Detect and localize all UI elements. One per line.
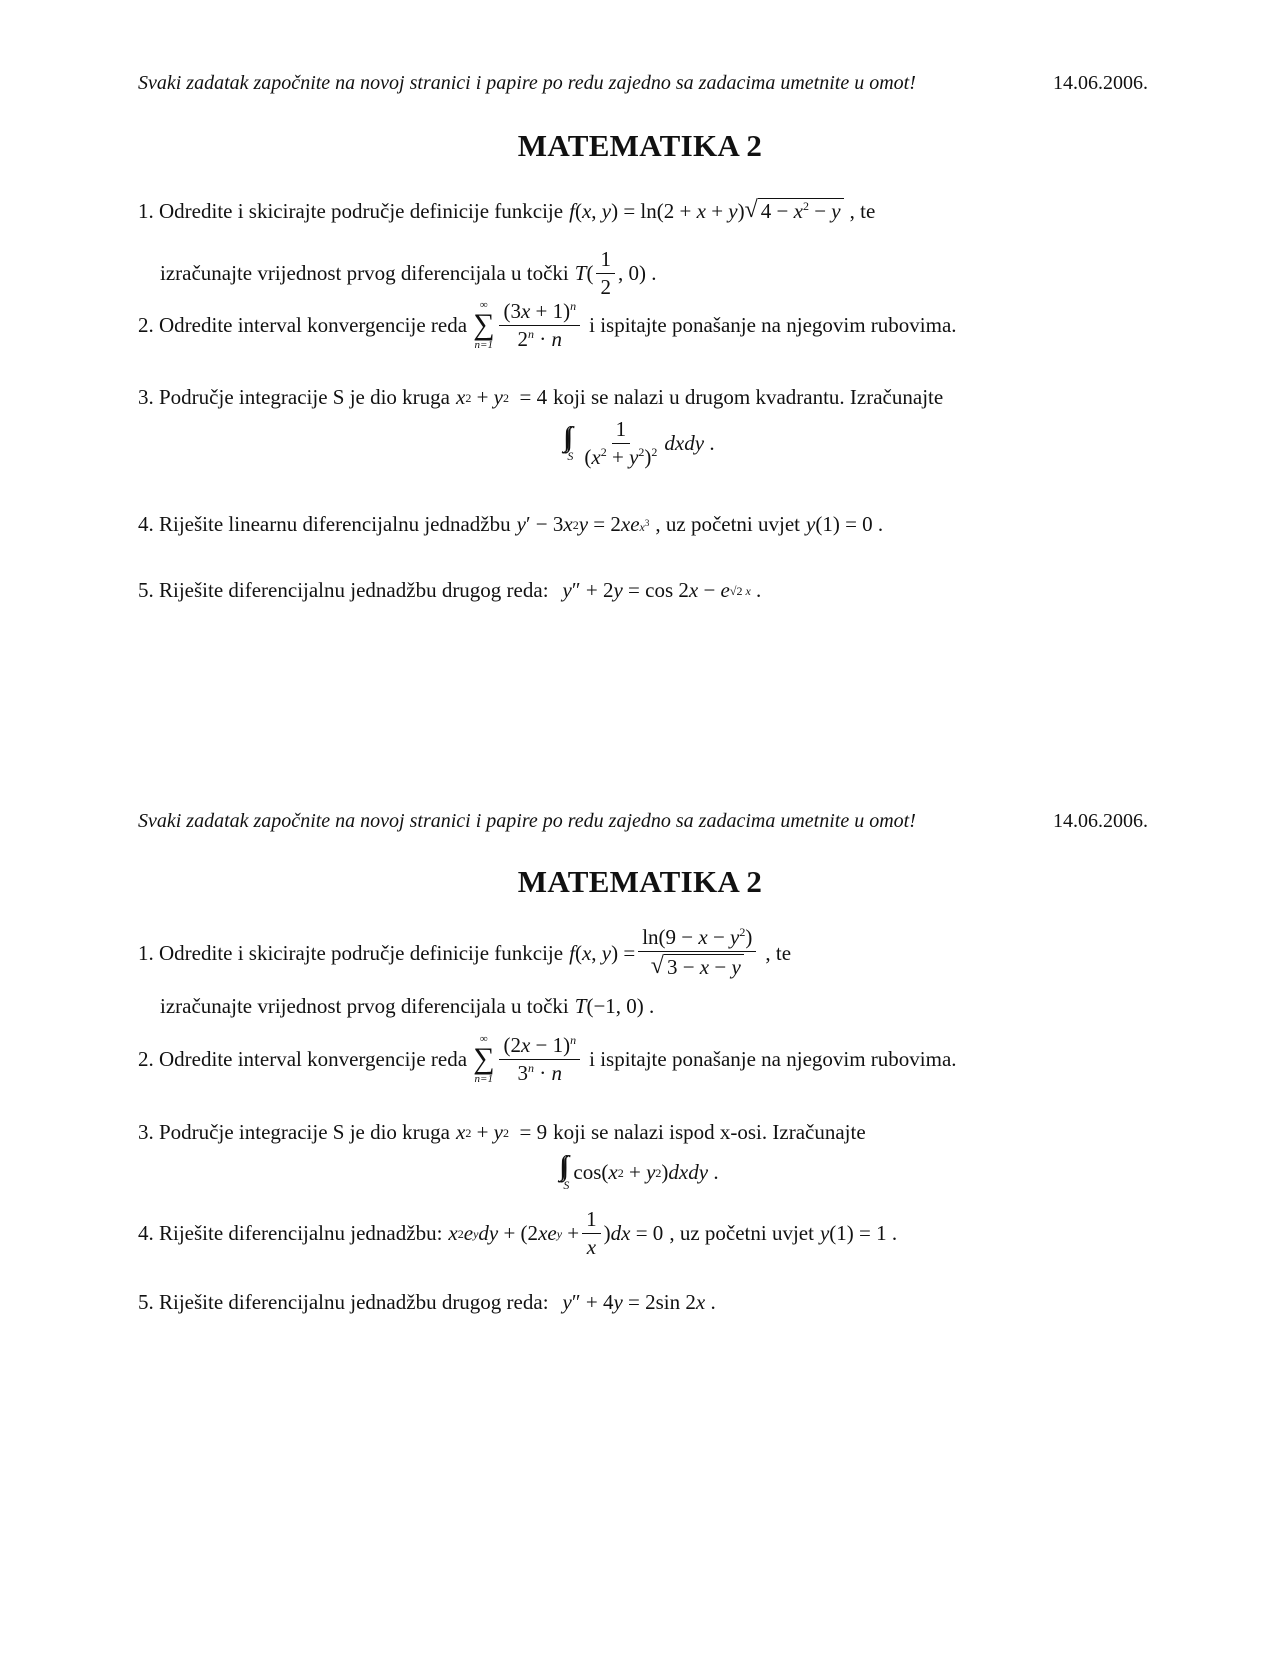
task-1: [138, 198, 875, 224]
task-4-text: 4. Riješite diferencijalnu jednadžbu:: [138, 1221, 443, 1246]
task-4-text-2: , uz početni uvjet: [669, 1221, 814, 1246]
task-4-initial: y (1) = 0 .: [806, 512, 884, 536]
task-2-text: 2. Odredite interval konvergencije reda: [138, 313, 468, 338]
task-1-text: 1. Odredite i skicirajte područje definicije funkcije: [138, 198, 564, 223]
task-3-text-2: koji se nalazi u drugom kvadrantu. Izračunajte: [553, 385, 944, 409]
task-2-text-2: i ispitajte ponašanje na njegovim rubovima.: [589, 313, 957, 338]
task-5-text: 5. Riješite diferencijalnu jednadžbu drugog reda:: [138, 1290, 549, 1314]
exam-sheet-2: [0, 776, 1280, 1556]
task-5: [138, 1290, 722, 1315]
task-3-circle: x 2 + y 2 = 4: [456, 385, 548, 409]
task-3: [138, 1120, 866, 1145]
task-2-text: 2. Odredite interval konvergencije reda: [138, 1047, 468, 1072]
exam-date: 14.06.2006.: [1053, 72, 1148, 94]
task-3-text: 3. Područje integracije S je dio kruga: [138, 385, 450, 409]
exam-date: 14.06.2006.: [1053, 810, 1148, 832]
task-5: [138, 578, 767, 603]
task-4: [138, 512, 889, 537]
task-2: [138, 300, 957, 351]
task-2-series: ∞ ∑ n=1 $\frac{(2x - 1)^n}{3^n \cdot n}$: [473, 1034, 583, 1085]
task-4-text: 4. Riješite linearnu diferencijalnu jednadžbu: [138, 512, 511, 536]
task-4-equation: x 2 e y dy + (2 xe y + $\frac{1}{x}$ ) dx = 0: [448, 1207, 664, 1260]
page-title: MATEMATIKA 2: [517, 864, 763, 899]
task-1: [138, 926, 791, 980]
task-5-equation: y ″ + 4 y = 2sin 2 x .: [562, 1290, 716, 1314]
task-1-formula: f ( x , y ) = ln(2 + x + y ) √ $4 - x^2 - y$: [569, 198, 844, 224]
task-3: [138, 385, 943, 410]
task-5-equation: y ″ + 2 y = cos 2 x − e √2 x .: [562, 578, 762, 602]
task-4: [138, 1208, 903, 1259]
task-3-circle: x 2 + y 2 = 9: [456, 1120, 548, 1144]
task-4-initial: y (1) = 1 .: [819, 1221, 898, 1246]
task-1-text-2: izračunajte vrijednost prvog diferencijala u točki: [160, 261, 569, 286]
task-2: [138, 1034, 957, 1085]
task-1-suffix: , te: [849, 198, 876, 223]
task-4-text-2: , uz početni uvjet: [655, 512, 800, 536]
page-title: MATEMATIKA 2: [517, 128, 763, 163]
exam-sheet-1: [0, 0, 1280, 780]
task-1-suffix: , te: [765, 940, 792, 965]
task-4-equation: y ′ − 3 x 2 y = 2 xe $x^3$: [516, 512, 650, 536]
task-1-point: T (−1, 0) .: [574, 994, 655, 1018]
instruction-text: Svaki zadatak započnite na novoj stranici i papire po redu zajedno sa zadacima umetnite u omot!: [138, 810, 916, 832]
task-1-line-2: [160, 248, 662, 299]
task-2-series: ∞ ∑ n=1 $\frac{(3x + 1)^n}{2^n \cdot n}$: [473, 300, 583, 351]
task-2-text-2: i ispitajte ponašanje na njegovim rubovima.: [589, 1047, 957, 1072]
task-1-line-2: [160, 994, 660, 1019]
task-1-point: T ( $\frac{1}{2}$ , 0) .: [574, 247, 657, 300]
task-3-integral: S $\frac{1}{(x^2 + y^2)^2}$ dxdy .: [567, 417, 715, 470]
task-3-text-2: koji se nalazi ispod x-osi. Izračunajte: [553, 1120, 866, 1144]
task-5-text: 5. Riješite diferencijalnu jednadžbu drugog reda:: [138, 578, 549, 602]
task-3-text: 3. Područje integracije S je dio kruga: [138, 1120, 450, 1144]
instruction-text: Svaki zadatak započnite na novoj stranici i papire po redu zajedno sa zadacima umetnite u omot!: [138, 72, 916, 94]
task-1-text-2: izračunajte vrijednost prvog diferencijala u točki: [160, 994, 569, 1018]
task-1-text: 1. Odredite i skicirajte područje definicije funkcije: [138, 940, 564, 965]
task-1-formula: f ( x , y ) = $\ln(9 - x - y^2)$ √ 3 − x − y: [569, 926, 759, 980]
task-3-integral: S cos( x 2 + y 2 ) dxdy .: [563, 1160, 719, 1193]
